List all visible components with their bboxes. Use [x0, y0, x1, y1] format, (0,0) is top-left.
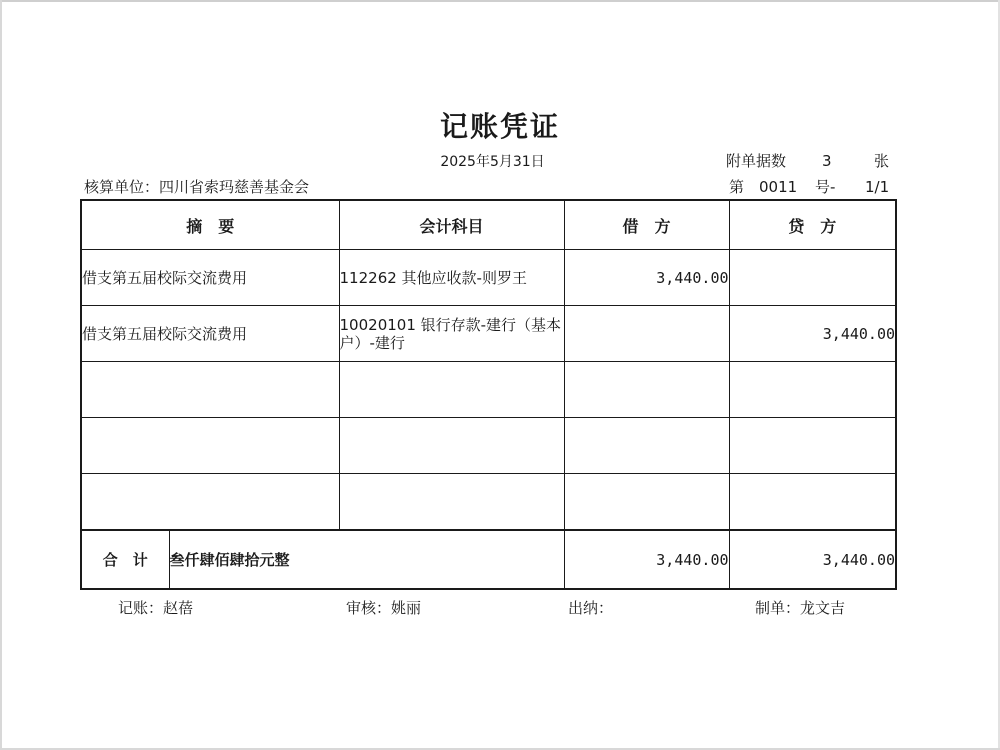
voucher-page: 1/1: [865, 178, 890, 196]
table-header-row: [81, 200, 896, 250]
table-row: [81, 362, 896, 418]
total-label: 合 计: [81, 530, 169, 589]
summary-cell: [81, 418, 339, 474]
account-cell: 10020101 银行存款-建行（基本户）-建行: [339, 306, 564, 362]
attachment-label: 附单据数: [726, 152, 787, 170]
summary-cell: 借支第五届校际交流费用: [81, 250, 339, 306]
credit-cell: [729, 474, 896, 531]
table-row: [81, 418, 896, 474]
attachment-unit: 张: [874, 152, 890, 170]
summary-cell: 借支第五届校际交流费用: [81, 306, 339, 362]
reviewer-signature: [346, 597, 421, 618]
debit-cell: [564, 474, 729, 531]
debit-cell: [564, 306, 729, 362]
attachment-count: [726, 150, 889, 171]
reviewer-name: 姚丽: [391, 599, 422, 617]
header-summary: 摘 要: [81, 200, 339, 250]
accounting-unit: [84, 176, 309, 197]
debit-cell: 3,440.00: [564, 250, 729, 306]
account-cell: [339, 362, 564, 418]
total-in-words: 叁仟肆佰肆拾元整: [169, 530, 564, 589]
credit-cell: 3,440.00: [729, 306, 896, 362]
cashier-label: 出纳：: [568, 599, 614, 617]
summary-cell: [81, 362, 339, 418]
cashier-signature: [568, 597, 613, 618]
header-account: 会计科目: [339, 200, 564, 250]
table-row: [81, 306, 896, 362]
credit-cell: [729, 250, 896, 306]
total-debit: 3,440.00: [564, 530, 729, 589]
voucher-table: [80, 199, 897, 590]
maker-signature: [755, 597, 845, 618]
bookkeeper-label: 记账：: [118, 599, 164, 617]
unit-name: 四川省索玛慈善基金会: [159, 178, 310, 196]
header-credit: 贷 方: [729, 200, 896, 250]
reviewer-label: 审核：: [346, 599, 392, 617]
unit-label: 核算单位：: [84, 178, 160, 196]
table-row: [81, 474, 896, 531]
voucher-no-number: 0011: [759, 178, 798, 196]
account-cell: [339, 474, 564, 531]
attachment-number: 3: [822, 152, 832, 170]
voucher-date: 2025年5月31日: [440, 154, 545, 170]
voucher-number: [729, 176, 889, 197]
bookkeeper-signature: [118, 597, 193, 618]
maker-name: 龙文吉: [800, 599, 846, 617]
header-debit: 借 方: [564, 200, 729, 250]
credit-cell: [729, 362, 896, 418]
total-row: [81, 530, 896, 589]
credit-cell: [729, 418, 896, 474]
voucher-no-prefix: 第: [729, 178, 745, 196]
bookkeeper-name: 赵蓓: [163, 599, 194, 617]
maker-label: 制单：: [755, 599, 801, 617]
total-credit: 3,440.00: [729, 530, 896, 589]
table-row: [81, 250, 896, 306]
paper-edge: [0, 0, 1000, 2]
debit-cell: [564, 418, 729, 474]
debit-cell: [564, 362, 729, 418]
voucher-no-suffix: 号-: [815, 178, 836, 196]
account-cell: 112262 其他应收款-则罗王: [339, 250, 564, 306]
summary-cell: [81, 474, 339, 531]
voucher-title: 记账凭证: [439, 110, 560, 143]
account-cell: [339, 418, 564, 474]
